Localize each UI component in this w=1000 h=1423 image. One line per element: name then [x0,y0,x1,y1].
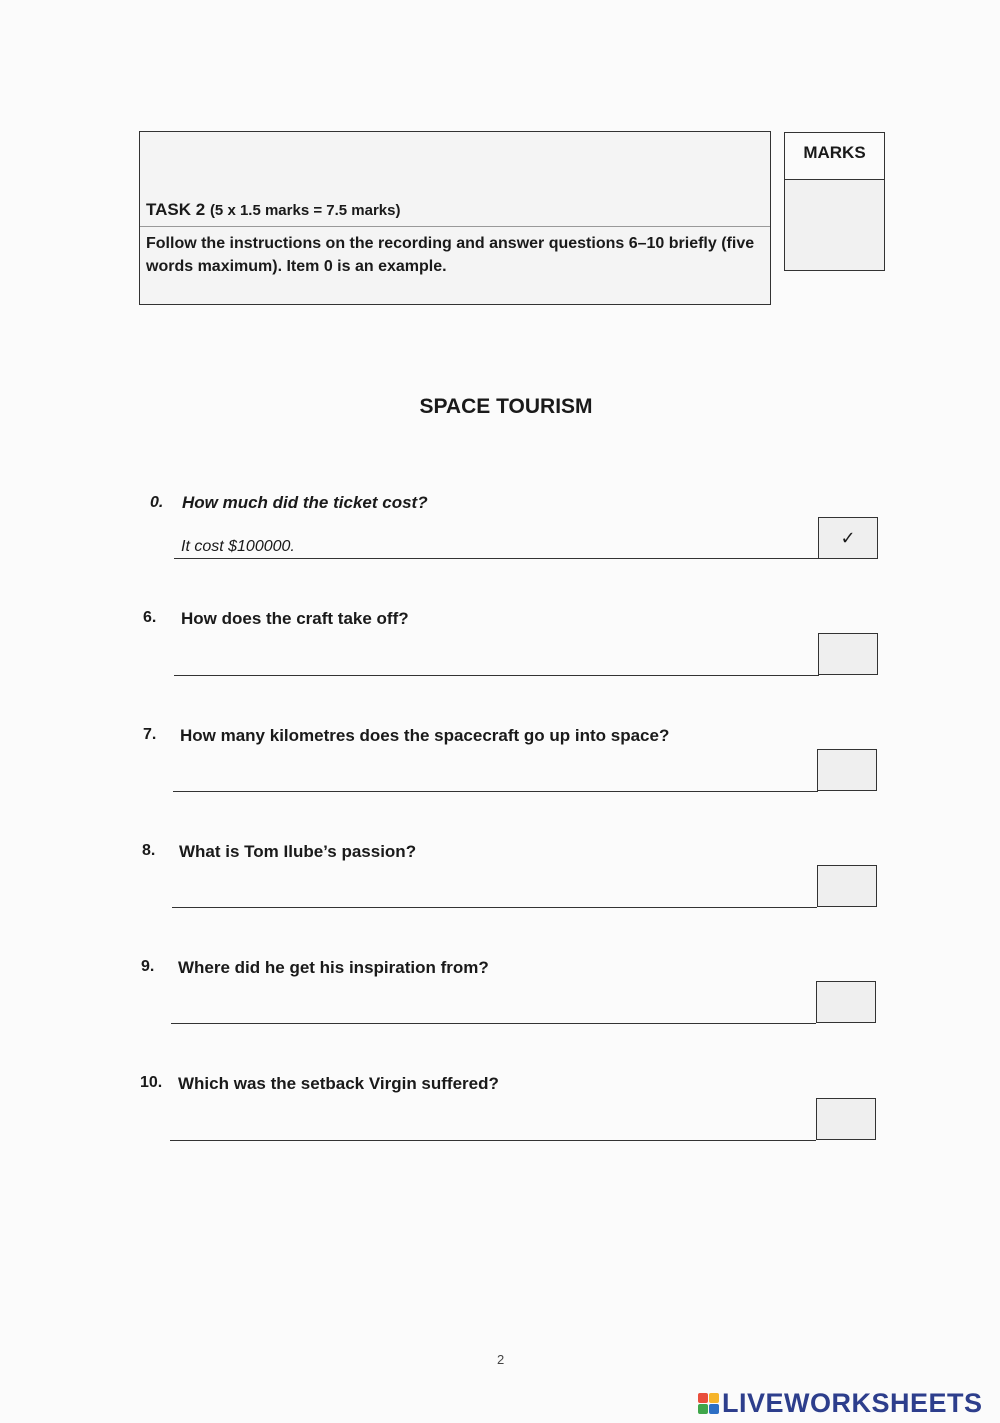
question-10-answer-input[interactable] [170,1140,816,1141]
task-title [146,200,400,220]
question-10-number: 10. [140,1074,163,1091]
question-6-text: How does the craft take off? [181,609,409,628]
question-8-mark-cell [817,865,877,907]
watermark-text: LIVEWORKSHEETS [722,1388,983,1418]
marks-label: MARKS [785,133,884,180]
marks-box [784,132,885,271]
question-9-answer-input[interactable] [171,1023,816,1024]
question-6-mark-cell [818,633,878,675]
task-label: TASK 2 [146,200,206,219]
question-9-text: Where did he get his inspiration from? [178,958,489,977]
question-9-number: 9. [141,958,155,975]
question-7-text: How many kilometres does the spacecraft go up into space? [180,726,670,745]
page-number: 2 [497,1352,505,1367]
task-marks-formula: (5 x 1.5 marks = 7.5 marks) [209,202,401,219]
question-9-mark-cell [816,981,876,1023]
example-mark-cell [818,517,878,559]
logo-square [698,1404,708,1414]
question-6-number: 6. [143,609,157,626]
liveworksheets-watermark [698,1388,983,1419]
logo-square [709,1404,719,1414]
question-10-mark-cell [816,1098,876,1140]
logo-square [698,1393,708,1403]
question-8-answer-input[interactable] [172,907,817,908]
question-10-text: Which was the setback Virgin suffered? [178,1074,499,1093]
logo-square [709,1393,719,1403]
question-6-answer-input[interactable] [174,675,819,676]
check-icon: ✓ [840,527,856,548]
liveworksheets-logo-icon [698,1393,719,1414]
example-number: 0. [150,494,164,511]
task-instructions-box [139,131,771,305]
question-8-number: 8. [142,842,156,859]
example-question: How much did the ticket cost? [182,493,428,512]
question-7-answer-input[interactable] [173,791,818,792]
question-8-text: What is Tom Ilube’s passion? [179,842,417,861]
question-7-mark-cell [817,749,877,791]
page-title: SPACE TOURISM [419,395,593,418]
task-divider [140,226,770,227]
example-answer-line [174,558,819,559]
question-7-number: 7. [143,726,157,743]
task-instructions: Follow the instructions on the recording and answer questions 6–10 briefly (five words maximum). Item 0 is an example. [146,235,755,275]
example-answer: It cost $100000. [181,538,295,555]
